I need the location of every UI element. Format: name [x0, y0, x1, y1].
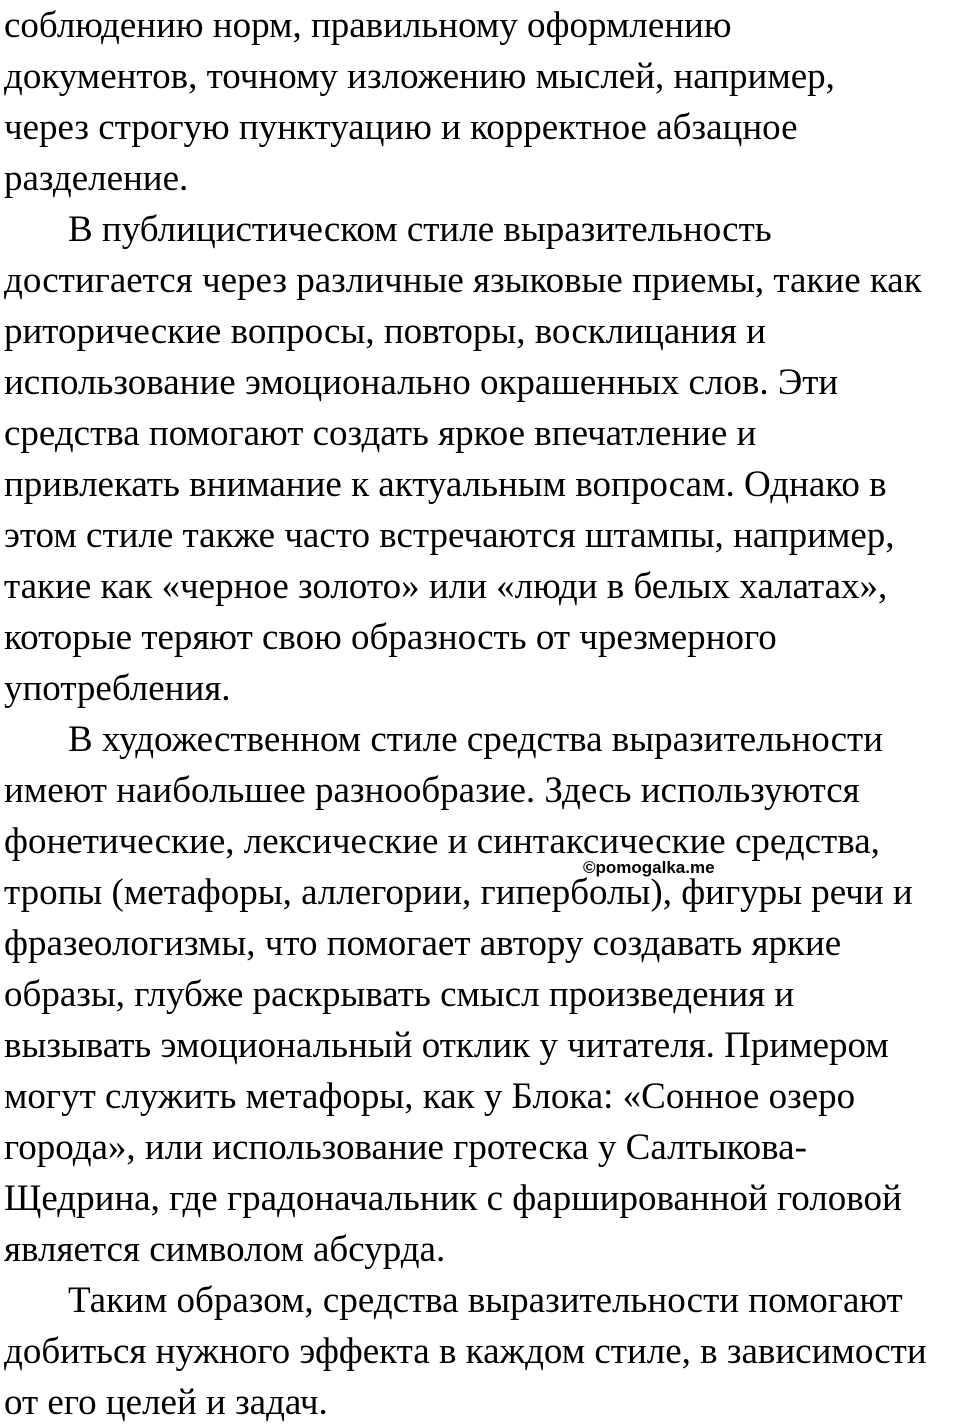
text-line: через строгую пунктуацию и корректное абзацное	[4, 107, 798, 148]
text-line: фразеологизмы, что помогает автору создавать яркие	[4, 923, 842, 964]
text-line: соблюдению норм, правильному оформлению	[4, 5, 732, 46]
text-line: вызывать эмоциональный отклик у читателя. Примером	[4, 1025, 889, 1066]
text-line: употребления.	[4, 668, 231, 709]
paragraph-first-line: В публицистическом стиле выразительность	[68, 209, 772, 250]
text-line: Щедрина, где градоначальник с фаршированной головой	[4, 1178, 902, 1219]
text-line: документов, точному изложению мыслей, например,	[4, 56, 835, 97]
paragraph-first-line: В художественном стиле средства выразительности	[68, 719, 884, 760]
text-line: могут служить метафоры, как у Блока: «Сонное озеро	[4, 1076, 856, 1117]
text-line: образы, глубже раскрывать смысл произведения и	[4, 974, 795, 1015]
text-line: города», или использование гротеска у Салтыкова-	[4, 1127, 807, 1168]
text-line: средства помогают создать яркое впечатление и	[4, 413, 757, 454]
text-line: тропы (метафоры, аллегории, гиперболы), фигуры речи и	[4, 872, 913, 913]
text-line: является символом абсурда.	[4, 1229, 446, 1270]
text-line: фонетические, лексические и синтаксические средства,	[4, 821, 880, 862]
text-line: этом стиле также часто встречаются штампы, например,	[4, 515, 895, 556]
document-text	[4, 0, 958, 1428]
text-line: достигается через различные языковые приемы, такие как	[4, 260, 922, 301]
text-line: такие как «черное золото» или «люди в белых халатах»,	[4, 566, 888, 607]
text-line: использование эмоционально окрашенных слов. Эти	[4, 362, 839, 403]
text-line: которые теряют свою образность от чрезмерного	[4, 617, 777, 658]
text-line: от его целей и задач.	[4, 1382, 328, 1423]
paragraph-first-line: Таким образом, средства выразительности помогают	[68, 1280, 903, 1321]
text-line: привлекать внимание к актуальным вопросам. Однако в	[4, 464, 887, 505]
text-line: разделение.	[4, 158, 189, 199]
text-line: риторические вопросы, повторы, восклицания и	[4, 311, 766, 352]
watermark: ©pomogalka.me	[583, 858, 715, 877]
text-line: имеют наибольшее разнообразие. Здесь используются	[4, 770, 860, 811]
text-line: добиться нужного эффекта в каждом стиле, в зависимости	[4, 1331, 927, 1372]
